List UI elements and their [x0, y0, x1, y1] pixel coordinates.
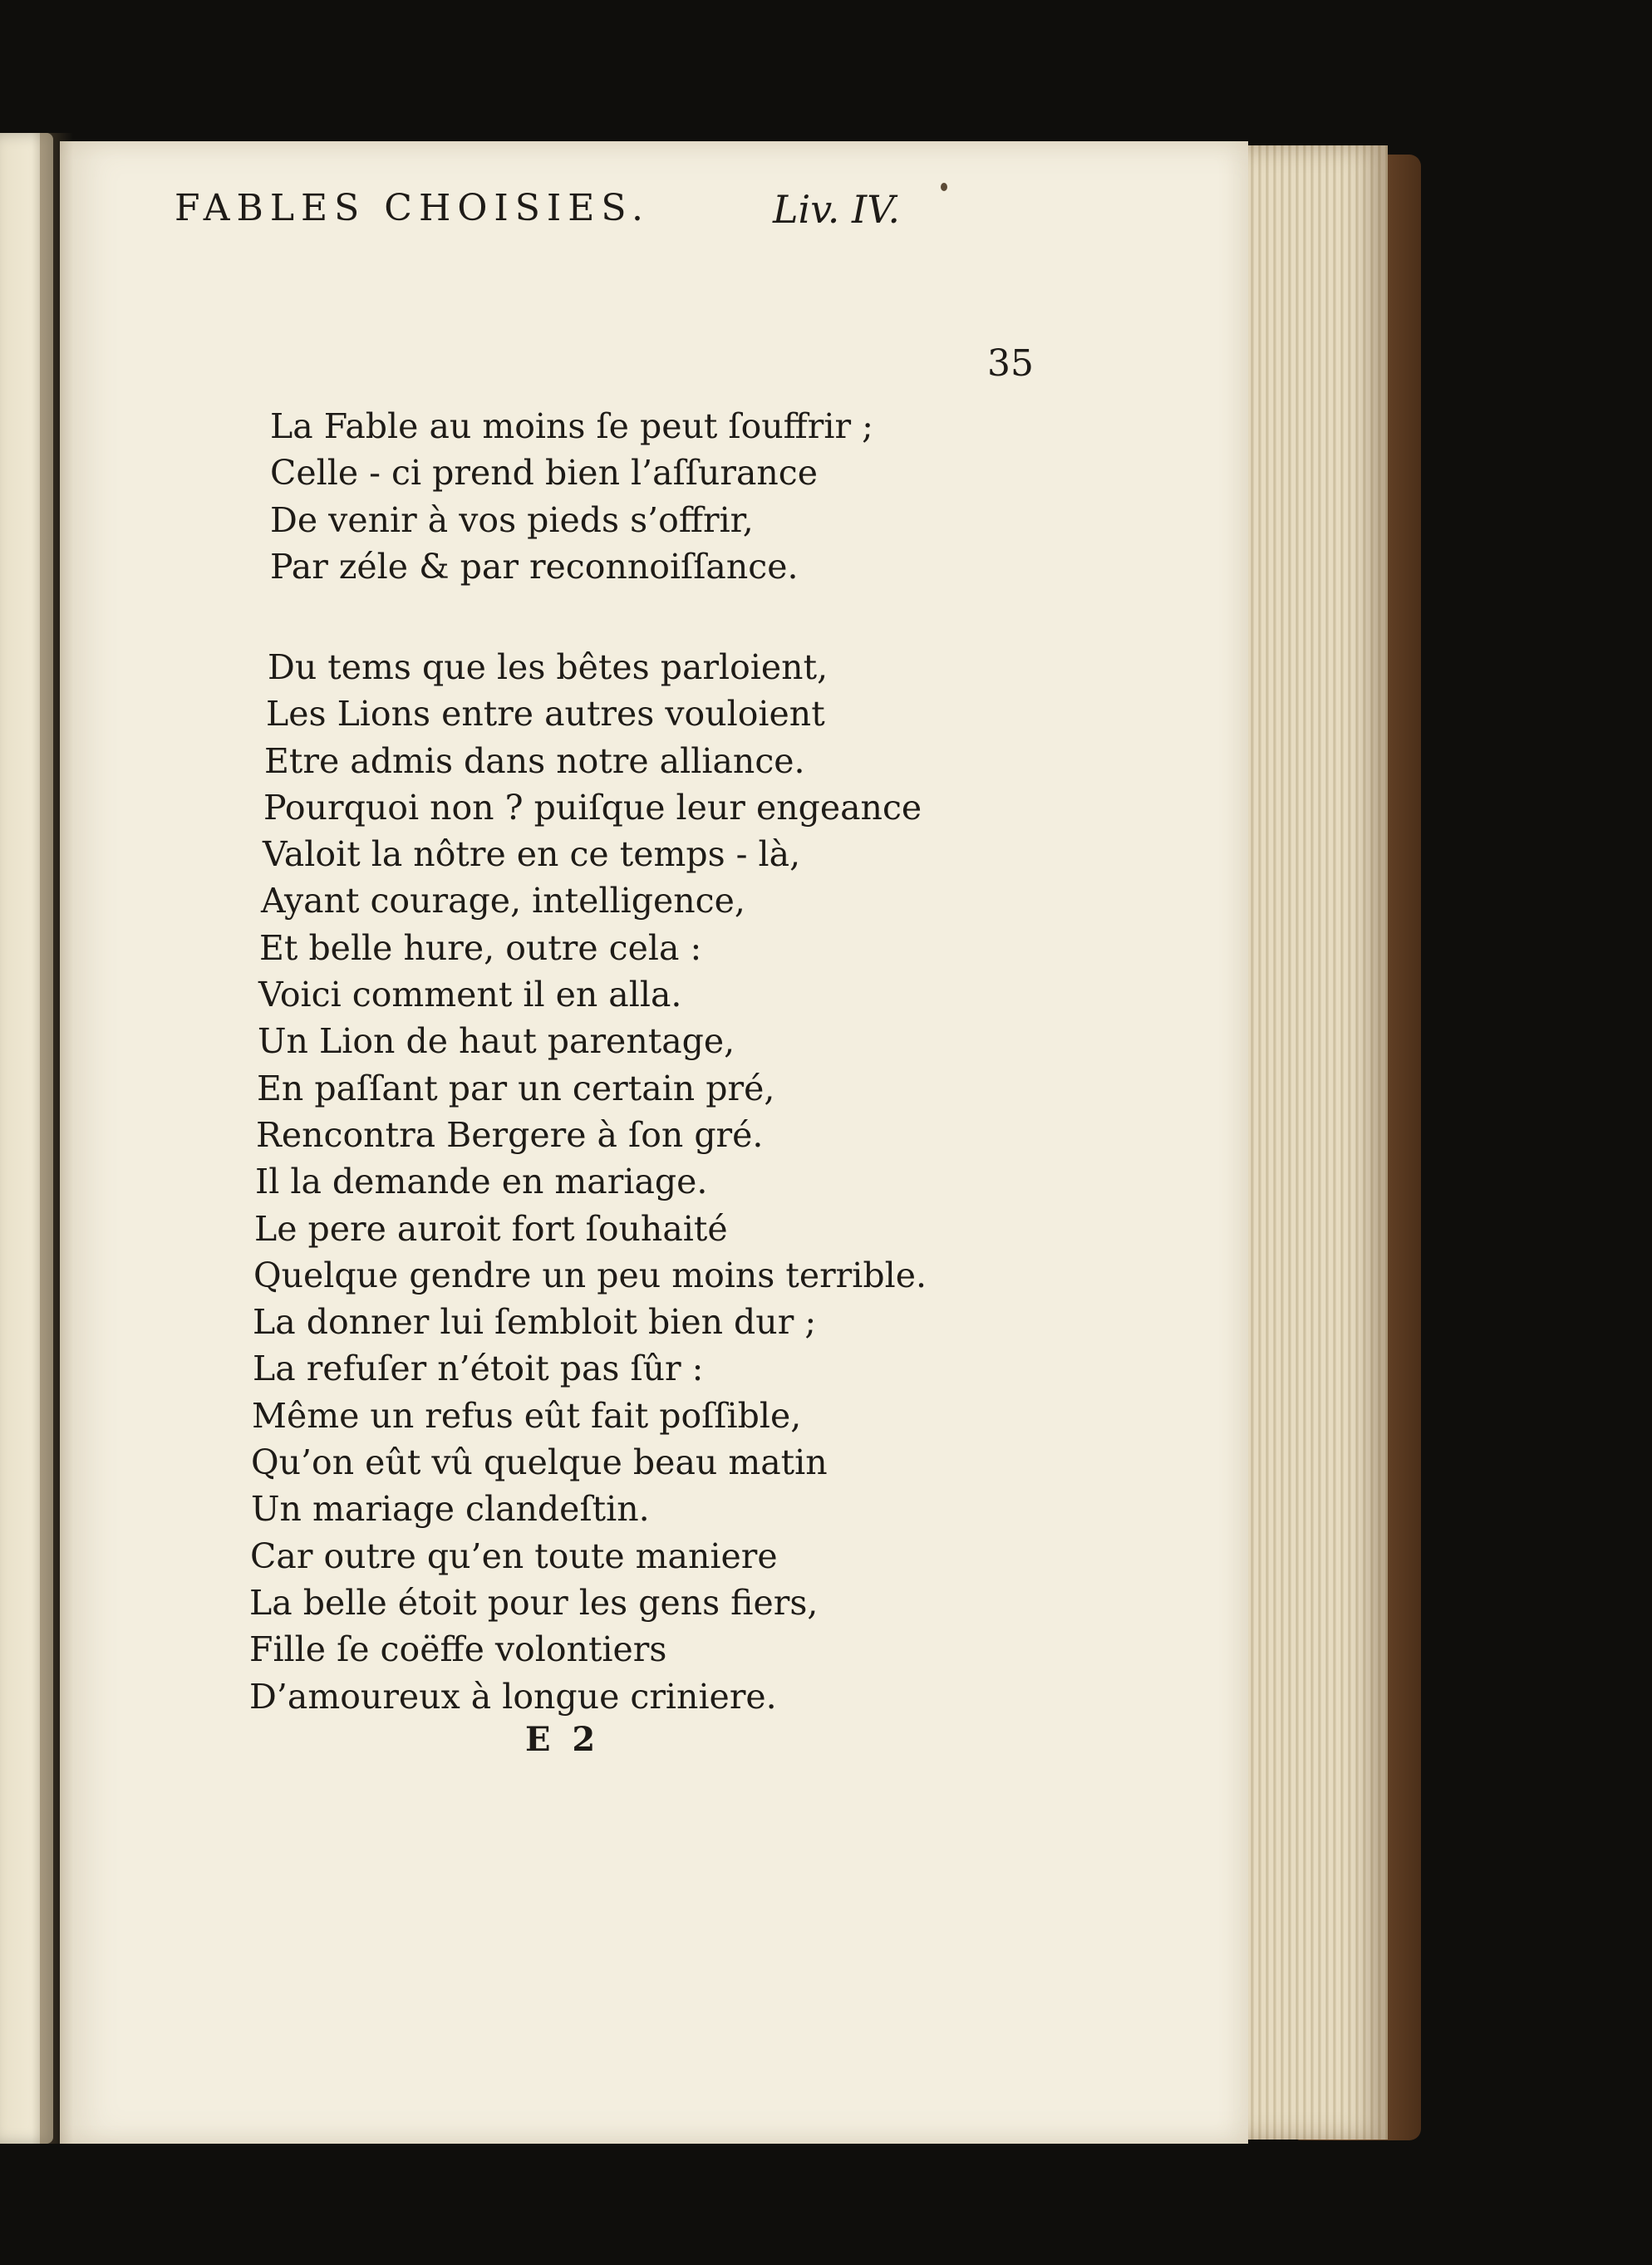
verse-line: Quelque gendre un peu moins terrible.	[253, 1255, 927, 1295]
page-edges	[1246, 145, 1388, 2140]
verse-line: Il la demande en mariage.	[255, 1162, 708, 1202]
verse-line: Valoit la nôtre en ce temps - là,	[263, 834, 801, 875]
dedication-stanza	[270, 403, 873, 590]
verse-line: Etre admis dans notre alliance.	[264, 740, 805, 781]
verse-line: Celle - ci prend bien l’aſſurance	[270, 453, 819, 494]
verse-line: Du tems que les bêtes parloient,	[268, 647, 828, 687]
verse-line: Qu’on eût vû quelque beau matin	[251, 1442, 828, 1483]
verse-line: Rencontra Bergere à ſon gré.	[256, 1114, 764, 1155]
verse-line: Un mariage clandeſtin.	[251, 1489, 650, 1530]
verse-line: La belle étoit pour les gens fiers,	[249, 1582, 819, 1623]
gutter-shadow	[40, 133, 73, 2144]
verse-line: Un Lion de haut parentage,	[258, 1021, 735, 1062]
running-title: FABLES CHOISIES.	[175, 187, 650, 229]
printer-signature: E 2	[525, 1720, 601, 1759]
fable-text	[249, 644, 927, 1720]
verse-line: Fille ſe coëffe volontiers	[249, 1629, 667, 1670]
verse-line: La Fable au moins ſe peut ſouffrir ;	[270, 406, 873, 446]
page-number: 35	[987, 342, 1034, 385]
verse-line: En paſſant par un certain pré,	[257, 1068, 775, 1108]
verse-line: La refuſer n’étoit pas ſûr :	[253, 1349, 704, 1389]
verse-line: Voici comment il en alla.	[258, 975, 682, 1015]
verse-line: La donner lui ſembloit bien dur ;	[253, 1302, 817, 1343]
verse-line: Par zéle & par reconnoiſſance.	[270, 546, 799, 587]
verse-line: Pourquoi non ? puiſque leur engeance	[263, 787, 922, 828]
verse-line: Les Lions entre autres vouloient	[266, 694, 825, 735]
book-number: Liv. IV.	[773, 187, 901, 232]
verse-line: Et belle hure, outre cela :	[259, 927, 702, 968]
verse-line: Car outre qu’en toute maniere	[250, 1535, 778, 1576]
verse-line: Même un refus eût fait poſſible,	[252, 1395, 802, 1436]
verse-line: De venir à vos pieds s’offrir,	[270, 499, 754, 540]
verse-line: D’amoureux à longue criniere.	[249, 1676, 777, 1717]
running-header	[175, 187, 1005, 253]
verse-line: Ayant courage, intelligence,	[261, 881, 745, 921]
verse-line: Le pere auroit fort ſouhaité	[254, 1208, 728, 1249]
